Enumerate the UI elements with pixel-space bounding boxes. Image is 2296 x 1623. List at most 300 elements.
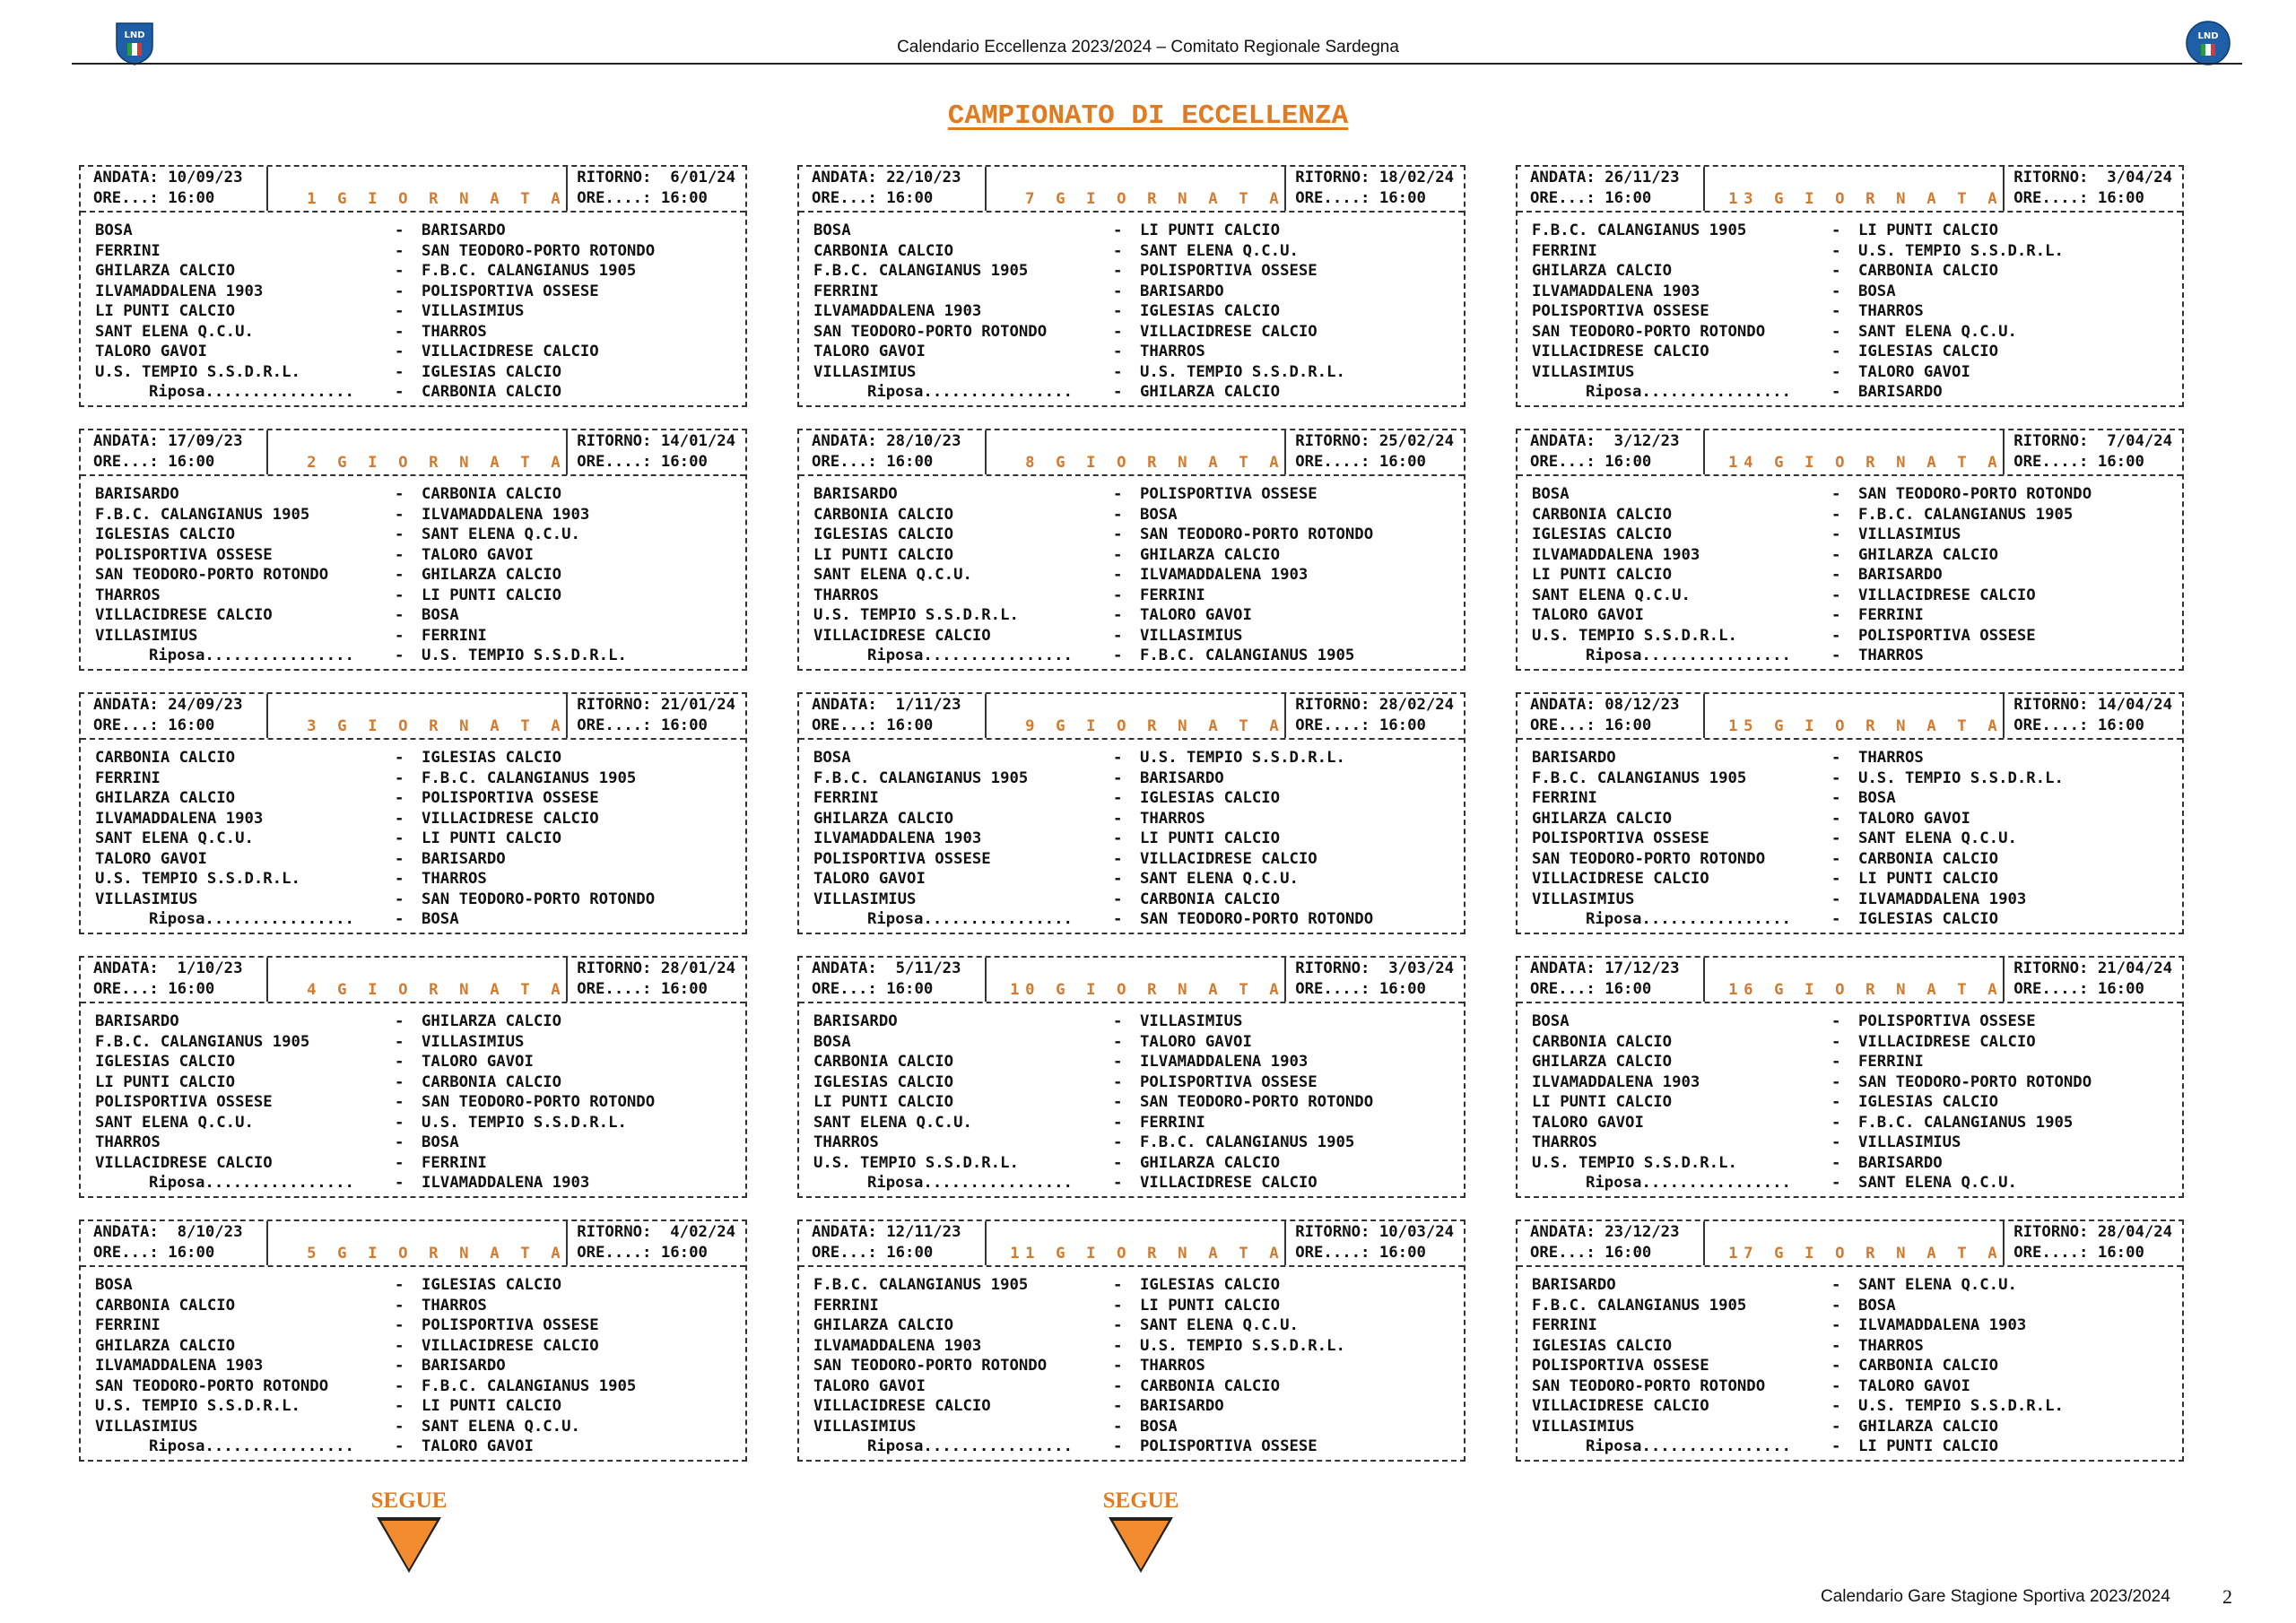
match-separator: -	[1831, 768, 1841, 787]
home-team: FERRINI	[813, 1296, 879, 1315]
home-team: SAN TEODORO-PORTO ROTONDO	[95, 566, 329, 584]
match-separator: -	[1831, 1053, 1841, 1071]
match-list	[1518, 740, 2182, 933]
match-row	[799, 525, 1464, 545]
away-team: TALORO GAVOI	[1140, 606, 1252, 624]
match-separator: -	[395, 1437, 404, 1455]
away-team: GHILARZA CALCIO	[1140, 545, 1281, 564]
away-team: TALORO GAVOI	[1140, 1032, 1252, 1051]
match-separator: -	[1113, 586, 1123, 604]
match-separator: -	[395, 890, 404, 908]
away-team: VILLASIMIUS	[1858, 1133, 1961, 1151]
home-team: IGLESIAS CALCIO	[813, 1072, 954, 1091]
match-row	[1518, 586, 2182, 606]
match-separator: -	[1831, 282, 1841, 300]
match-separator: -	[395, 606, 404, 624]
match-row	[1518, 545, 2182, 566]
home-team: VILLACIDRESE CALCIO	[95, 1153, 273, 1172]
home-team: SANT ELENA Q.C.U.	[95, 829, 254, 847]
match-separator: -	[1831, 1012, 1841, 1030]
match-separator: -	[1113, 505, 1123, 524]
andata-time: ORE...: 16:00	[812, 452, 934, 471]
riposa-label: Riposa................	[867, 1174, 1073, 1192]
match-separator: -	[395, 789, 404, 807]
home-team: BARISARDO	[813, 1012, 898, 1030]
home-team: LI PUNTI CALCIO	[95, 1072, 236, 1091]
match-row	[81, 1296, 745, 1316]
home-team: F.B.C. CALANGIANUS 1905	[95, 505, 310, 524]
match-separator: -	[1831, 262, 1841, 280]
match-separator: -	[1831, 1072, 1841, 1091]
away-team: F.B.C. CALANGIANUS 1905	[422, 768, 637, 787]
home-team: CARBONIA CALCIO	[1532, 505, 1673, 524]
away-team: BOSA	[1858, 1296, 1896, 1315]
giornata-cell	[268, 958, 566, 1002]
giornata-block	[797, 165, 1465, 407]
match-row	[1518, 1052, 2182, 1072]
match-separator: -	[1113, 829, 1123, 847]
ritorno-date: RITORNO: 18/02/24	[1295, 169, 1455, 187]
match-separator: -	[1113, 362, 1123, 381]
away-team: FERRINI	[422, 1153, 487, 1172]
match-row	[799, 505, 1464, 525]
away-team: ILVAMADDALENA 1903	[1140, 566, 1309, 584]
andata-time: ORE...: 16:00	[93, 979, 215, 998]
away-team: GHILARZA CALCIO	[1140, 1153, 1281, 1172]
match-row	[1518, 748, 2182, 768]
away-team: BARISARDO	[1140, 282, 1224, 300]
giornata-label: 10 G I O R N A T A	[1010, 980, 1285, 999]
match-separator: -	[395, 910, 404, 928]
riposa-label: Riposa................	[867, 910, 1073, 928]
home-team: BARISARDO	[813, 485, 898, 503]
home-team: F.B.C. CALANGIANUS 1905	[1532, 1296, 1747, 1315]
match-separator: -	[1831, 525, 1841, 543]
riposa-row	[799, 382, 1464, 403]
match-separator: -	[1113, 789, 1123, 807]
giornata-label: 7 G I O R N A T A	[1010, 189, 1285, 208]
home-team: FERRINI	[813, 282, 879, 300]
giornata-block	[1516, 1219, 2184, 1462]
andata-cell	[799, 1221, 987, 1265]
ritorno-time: ORE....: 16:00	[2013, 979, 2144, 998]
andata-date: ANDATA: 24/09/23	[93, 696, 243, 714]
match-separator: -	[395, 262, 404, 280]
home-team: VILLACIDRESE CALCIO	[1532, 1397, 1709, 1415]
match-row	[81, 748, 745, 768]
away-team: U.S. TEMPIO S.S.D.R.L.	[422, 1113, 627, 1132]
giornata-cell	[987, 167, 1284, 211]
match-row	[799, 586, 1464, 606]
match-separator: -	[1113, 1153, 1123, 1172]
home-team: SAN TEODORO-PORTO ROTONDO	[1532, 1376, 1766, 1395]
match-separator: -	[1113, 1437, 1123, 1455]
match-separator: -	[1831, 505, 1841, 524]
match-separator: -	[395, 626, 404, 645]
ritorno-time: ORE....: 16:00	[2013, 1243, 2144, 1262]
match-row	[1518, 261, 2182, 282]
match-row	[81, 869, 745, 890]
riposa-row	[799, 1173, 1464, 1193]
match-list	[799, 476, 1464, 669]
riposa-row	[81, 646, 745, 666]
home-team: BARISARDO	[95, 485, 179, 503]
resting-team: VILLACIDRESE CALCIO	[1140, 1174, 1318, 1192]
andata-cell	[1518, 1221, 1705, 1265]
giornata-cell	[268, 167, 566, 211]
away-team: THARROS	[1140, 1357, 1205, 1375]
home-team: F.B.C. CALANGIANUS 1905	[813, 768, 1029, 787]
andata-date: ANDATA: 22/10/23	[812, 169, 961, 187]
match-row	[81, 362, 745, 383]
andata-date: ANDATA: 17/12/23	[1530, 959, 1680, 977]
match-row	[1518, 1092, 2182, 1113]
segue-label: SEGUE	[370, 1488, 448, 1513]
home-team: TALORO GAVOI	[95, 343, 207, 360]
match-row	[81, 484, 745, 505]
match-separator: -	[1113, 749, 1123, 767]
away-team: POLISPORTIVA OSSESE	[1140, 262, 1318, 280]
match-separator: -	[1113, 870, 1123, 888]
away-team: IGLESIAS CALCIO	[422, 362, 562, 381]
home-team: SANT ELENA Q.C.U.	[813, 1113, 972, 1132]
away-team: SAN TEODORO-PORTO ROTONDO	[1140, 525, 1374, 543]
away-team: GHILARZA CALCIO	[1858, 1417, 1999, 1436]
match-separator: -	[1113, 525, 1123, 543]
away-team: SANT ELENA Q.C.U.	[1140, 1316, 1299, 1334]
match-row	[799, 241, 1464, 262]
riposa-row	[799, 909, 1464, 930]
match-separator: -	[395, 1296, 404, 1315]
down-arrow-icon	[1109, 1517, 1173, 1573]
home-team: ILVAMADDALENA 1903	[1532, 282, 1700, 300]
andata-cell	[81, 167, 268, 211]
match-row	[799, 1376, 1464, 1397]
home-team: ILVAMADDALENA 1903	[1532, 1072, 1700, 1091]
match-row	[1518, 1396, 2182, 1417]
home-team: THARROS	[95, 586, 161, 604]
away-team: SAN TEODORO-PORTO ROTONDO	[1858, 1072, 2092, 1091]
match-row	[1518, 1133, 2182, 1153]
match-separator: -	[1831, 809, 1841, 828]
home-team: FERRINI	[95, 1316, 161, 1334]
footer-text: Calendario Gare Stagione Sportiva 2023/2024	[1821, 1587, 2170, 1606]
away-team: VILLASIMIUS	[1140, 626, 1243, 645]
away-team: CARBONIA CALCIO	[1140, 1376, 1281, 1395]
away-team: LI PUNTI CALCIO	[1858, 221, 1999, 239]
andata-time: ORE...: 16:00	[93, 716, 215, 734]
match-separator: -	[395, 768, 404, 787]
home-team: BOSA	[95, 1276, 133, 1294]
match-row	[81, 1072, 745, 1093]
giornata-cell	[268, 694, 566, 738]
andata-date: ANDATA: 1/10/23	[93, 959, 243, 977]
home-team: SAN TEODORO-PORTO ROTONDO	[1532, 322, 1766, 341]
andata-time: ORE...: 16:00	[812, 979, 934, 998]
ritorno-cell	[566, 430, 745, 474]
match-row	[81, 1052, 745, 1072]
andata-cell	[799, 694, 987, 738]
match-row	[81, 809, 745, 829]
home-team: ILVAMADDALENA 1903	[95, 1357, 264, 1375]
away-team: U.S. TEMPIO S.S.D.R.L.	[1140, 749, 1345, 767]
match-separator: -	[1113, 221, 1123, 239]
match-row	[799, 1092, 1464, 1113]
match-row	[1518, 626, 2182, 647]
match-row	[1518, 1376, 2182, 1397]
match-list	[799, 213, 1464, 405]
match-row	[799, 809, 1464, 829]
riposa-row	[1518, 909, 2182, 930]
match-row	[81, 1113, 745, 1133]
match-list	[1518, 213, 2182, 405]
away-team: ILVAMADDALENA 1903	[1858, 1316, 2027, 1334]
riposa-label: Riposa................	[1586, 1174, 1791, 1192]
away-team: BARISARDO	[1140, 768, 1224, 787]
match-separator: -	[1113, 1316, 1123, 1334]
home-team: BOSA	[1532, 485, 1570, 503]
away-team: SANT ELENA Q.C.U.	[1858, 829, 2017, 847]
match-separator: -	[1113, 1296, 1123, 1315]
andata-time: ORE...: 16:00	[93, 1243, 215, 1262]
match-separator: -	[395, 1376, 404, 1395]
svg-text:LND: LND	[124, 30, 145, 40]
match-row	[1518, 809, 2182, 829]
match-row	[1518, 282, 2182, 302]
match-separator: -	[1831, 1437, 1841, 1455]
away-team: U.S. TEMPIO S.S.D.R.L.	[1858, 241, 2064, 260]
resting-team: IGLESIAS CALCIO	[1858, 910, 1999, 928]
giornata-block	[79, 1219, 747, 1462]
match-separator: -	[1113, 1336, 1123, 1355]
match-row	[799, 788, 1464, 809]
ritorno-date: RITORNO: 3/03/24	[1295, 959, 1455, 977]
riposa-label: Riposa................	[1586, 1437, 1791, 1455]
ritorno-cell	[2003, 1221, 2182, 1265]
giornata-cell	[987, 694, 1284, 738]
match-separator: -	[395, 1174, 404, 1192]
match-row	[81, 1315, 745, 1336]
home-team: TALORO GAVOI	[95, 849, 207, 868]
match-row	[799, 362, 1464, 383]
away-team: BARISARDO	[1858, 1153, 1943, 1172]
riposa-label: Riposa................	[867, 1437, 1073, 1455]
home-team: ILVAMADDALENA 1903	[813, 829, 982, 847]
away-team: LI PUNTI CALCIO	[422, 586, 562, 604]
home-team: THARROS	[813, 1133, 879, 1151]
match-row	[81, 1133, 745, 1153]
ritorno-cell	[566, 694, 745, 738]
away-team: BOSA	[1858, 282, 1896, 300]
match-separator: -	[395, 809, 404, 828]
ritorno-date: RITORNO: 3/04/24	[2013, 169, 2173, 187]
match-separator: -	[395, 1417, 404, 1436]
match-separator: -	[1831, 1336, 1841, 1355]
match-row	[81, 241, 745, 262]
match-row	[1518, 869, 2182, 890]
match-separator: -	[1113, 545, 1123, 564]
match-row	[799, 282, 1464, 302]
match-row	[799, 1296, 1464, 1316]
riposa-label: Riposa................	[1586, 910, 1791, 928]
match-separator: -	[1113, 1174, 1123, 1192]
giornata-label: 11 G I O R N A T A	[1010, 1244, 1285, 1263]
riposa-label: Riposa................	[1586, 647, 1791, 664]
match-row	[81, 1092, 745, 1113]
home-team: VILLASIMIUS	[95, 626, 198, 645]
andata-cell	[81, 430, 268, 474]
riposa-label: Riposa................	[149, 910, 354, 928]
away-team: LI PUNTI CALCIO	[1858, 870, 1999, 888]
giornata-block	[79, 165, 747, 407]
match-row	[81, 1417, 745, 1437]
home-team: VILLASIMIUS	[1532, 362, 1635, 381]
riposa-label: Riposa................	[867, 647, 1073, 664]
resting-team: BARISARDO	[1858, 383, 1943, 401]
home-team: THARROS	[1532, 1133, 1597, 1151]
ritorno-cell	[2003, 958, 2182, 1002]
home-team: GHILARZA CALCIO	[95, 262, 236, 280]
match-separator: -	[1831, 1296, 1841, 1315]
riposa-label: Riposa................	[149, 1174, 354, 1192]
match-separator: -	[1831, 1357, 1841, 1375]
away-team: SAN TEODORO-PORTO ROTONDO	[422, 1093, 656, 1111]
resting-team: THARROS	[1858, 647, 1924, 664]
ritorno-date: RITORNO: 14/04/24	[2013, 696, 2173, 714]
home-team: BARISARDO	[1532, 749, 1616, 767]
away-team: CARBONIA CALCIO	[1858, 849, 1999, 868]
match-separator: -	[395, 1397, 404, 1415]
match-row	[1518, 1417, 2182, 1437]
match-separator: -	[1831, 1153, 1841, 1172]
giornata-cell	[268, 1221, 566, 1265]
away-team: SANT ELENA Q.C.U.	[422, 525, 580, 543]
ritorno-time: ORE....: 16:00	[2013, 452, 2144, 471]
home-team: BARISARDO	[95, 1012, 179, 1030]
match-separator: -	[1831, 383, 1841, 401]
match-row	[799, 484, 1464, 505]
ritorno-date: RITORNO: 6/01/24	[577, 169, 736, 187]
match-separator: -	[1113, 849, 1123, 868]
match-separator: -	[1831, 343, 1841, 360]
home-team: ILVAMADDALENA 1903	[95, 282, 264, 300]
away-team: IGLESIAS CALCIO	[1140, 1276, 1281, 1294]
home-team: IGLESIAS CALCIO	[813, 525, 954, 543]
andata-time: ORE...: 16:00	[812, 188, 934, 207]
match-row	[1518, 1275, 2182, 1296]
match-separator: -	[1113, 1032, 1123, 1051]
match-row	[1518, 1011, 2182, 1032]
away-team: BOSA	[422, 1133, 459, 1151]
match-separator: -	[1113, 1133, 1123, 1151]
ritorno-time: ORE....: 16:00	[2013, 716, 2144, 734]
ritorno-time: ORE....: 16:00	[2013, 188, 2144, 207]
match-row	[1518, 565, 2182, 586]
home-team: ILVAMADDALENA 1903	[95, 809, 264, 828]
match-separator: -	[1831, 849, 1841, 868]
home-team: BOSA	[813, 221, 851, 239]
match-list	[799, 1003, 1464, 1196]
svg-text:LND: LND	[2197, 31, 2219, 41]
match-separator: -	[1831, 1316, 1841, 1334]
home-team: VILLASIMIUS	[95, 1417, 198, 1436]
home-team: TALORO GAVOI	[813, 870, 926, 888]
away-team: POLISPORTIVA OSSESE	[1858, 1012, 2036, 1030]
match-row	[81, 301, 745, 322]
ritorno-time: ORE....: 16:00	[1295, 188, 1426, 207]
andata-cell	[81, 694, 268, 738]
match-row	[799, 1336, 1464, 1357]
andata-date: ANDATA: 17/09/23	[93, 432, 243, 450]
giornata-header	[799, 430, 1464, 476]
home-team: CARBONIA CALCIO	[95, 749, 236, 767]
ritorno-date: RITORNO: 21/04/24	[2013, 959, 2173, 977]
match-separator: -	[395, 1113, 404, 1132]
giornata-block	[797, 1219, 1465, 1462]
match-row	[81, 626, 745, 647]
match-row	[81, 1396, 745, 1417]
home-team: LI PUNTI CALCIO	[95, 302, 236, 320]
riposa-row	[81, 909, 745, 930]
match-separator: -	[1113, 1012, 1123, 1030]
match-separator: -	[395, 322, 404, 341]
away-team: CARBONIA CALCIO	[1858, 1357, 1999, 1375]
resting-team: BOSA	[422, 910, 459, 928]
away-team: BARISARDO	[422, 1357, 506, 1375]
match-separator: -	[395, 1357, 404, 1375]
match-row	[81, 505, 745, 525]
away-team: U.S. TEMPIO S.S.D.R.L.	[1140, 1336, 1345, 1355]
match-row	[1518, 1153, 2182, 1174]
match-separator: -	[1831, 829, 1841, 847]
giornata-label: 5 G I O R N A T A	[291, 1244, 567, 1263]
match-row	[799, 1396, 1464, 1417]
match-separator: -	[1831, 586, 1841, 604]
away-team: U.S. TEMPIO S.S.D.R.L.	[1858, 1397, 2064, 1415]
giornata-label: 4 G I O R N A T A	[291, 980, 567, 999]
ritorno-time: ORE....: 16:00	[1295, 1243, 1426, 1262]
home-team: F.B.C. CALANGIANUS 1905	[813, 1276, 1029, 1294]
home-team: POLISPORTIVA OSSESE	[95, 1093, 273, 1111]
match-row	[799, 221, 1464, 241]
match-row	[81, 829, 745, 849]
resting-team: TALORO GAVOI	[422, 1437, 534, 1455]
ritorno-date: RITORNO: 14/01/24	[577, 432, 736, 450]
match-separator: -	[1831, 910, 1841, 928]
away-team: IGLESIAS CALCIO	[422, 1276, 562, 1294]
giornata-header	[799, 958, 1464, 1003]
away-team: THARROS	[1140, 343, 1205, 360]
match-separator: -	[1113, 1053, 1123, 1071]
match-row	[799, 1032, 1464, 1053]
match-row	[81, 525, 745, 545]
giornata-header	[799, 1221, 1464, 1267]
match-row	[81, 1376, 745, 1397]
match-row	[799, 1133, 1464, 1153]
segue-indicator-left	[355, 1488, 463, 1573]
match-row	[1518, 1315, 2182, 1336]
match-row	[799, 1113, 1464, 1133]
match-row	[799, 1072, 1464, 1093]
match-separator: -	[1831, 241, 1841, 260]
match-separator: -	[1831, 1276, 1841, 1294]
giornata-cell	[268, 430, 566, 474]
segue-indicator-middle	[1087, 1488, 1195, 1573]
away-team: FERRINI	[422, 626, 487, 645]
away-team: BOSA	[1140, 505, 1178, 524]
match-separator: -	[1113, 282, 1123, 300]
match-separator: -	[1831, 890, 1841, 908]
